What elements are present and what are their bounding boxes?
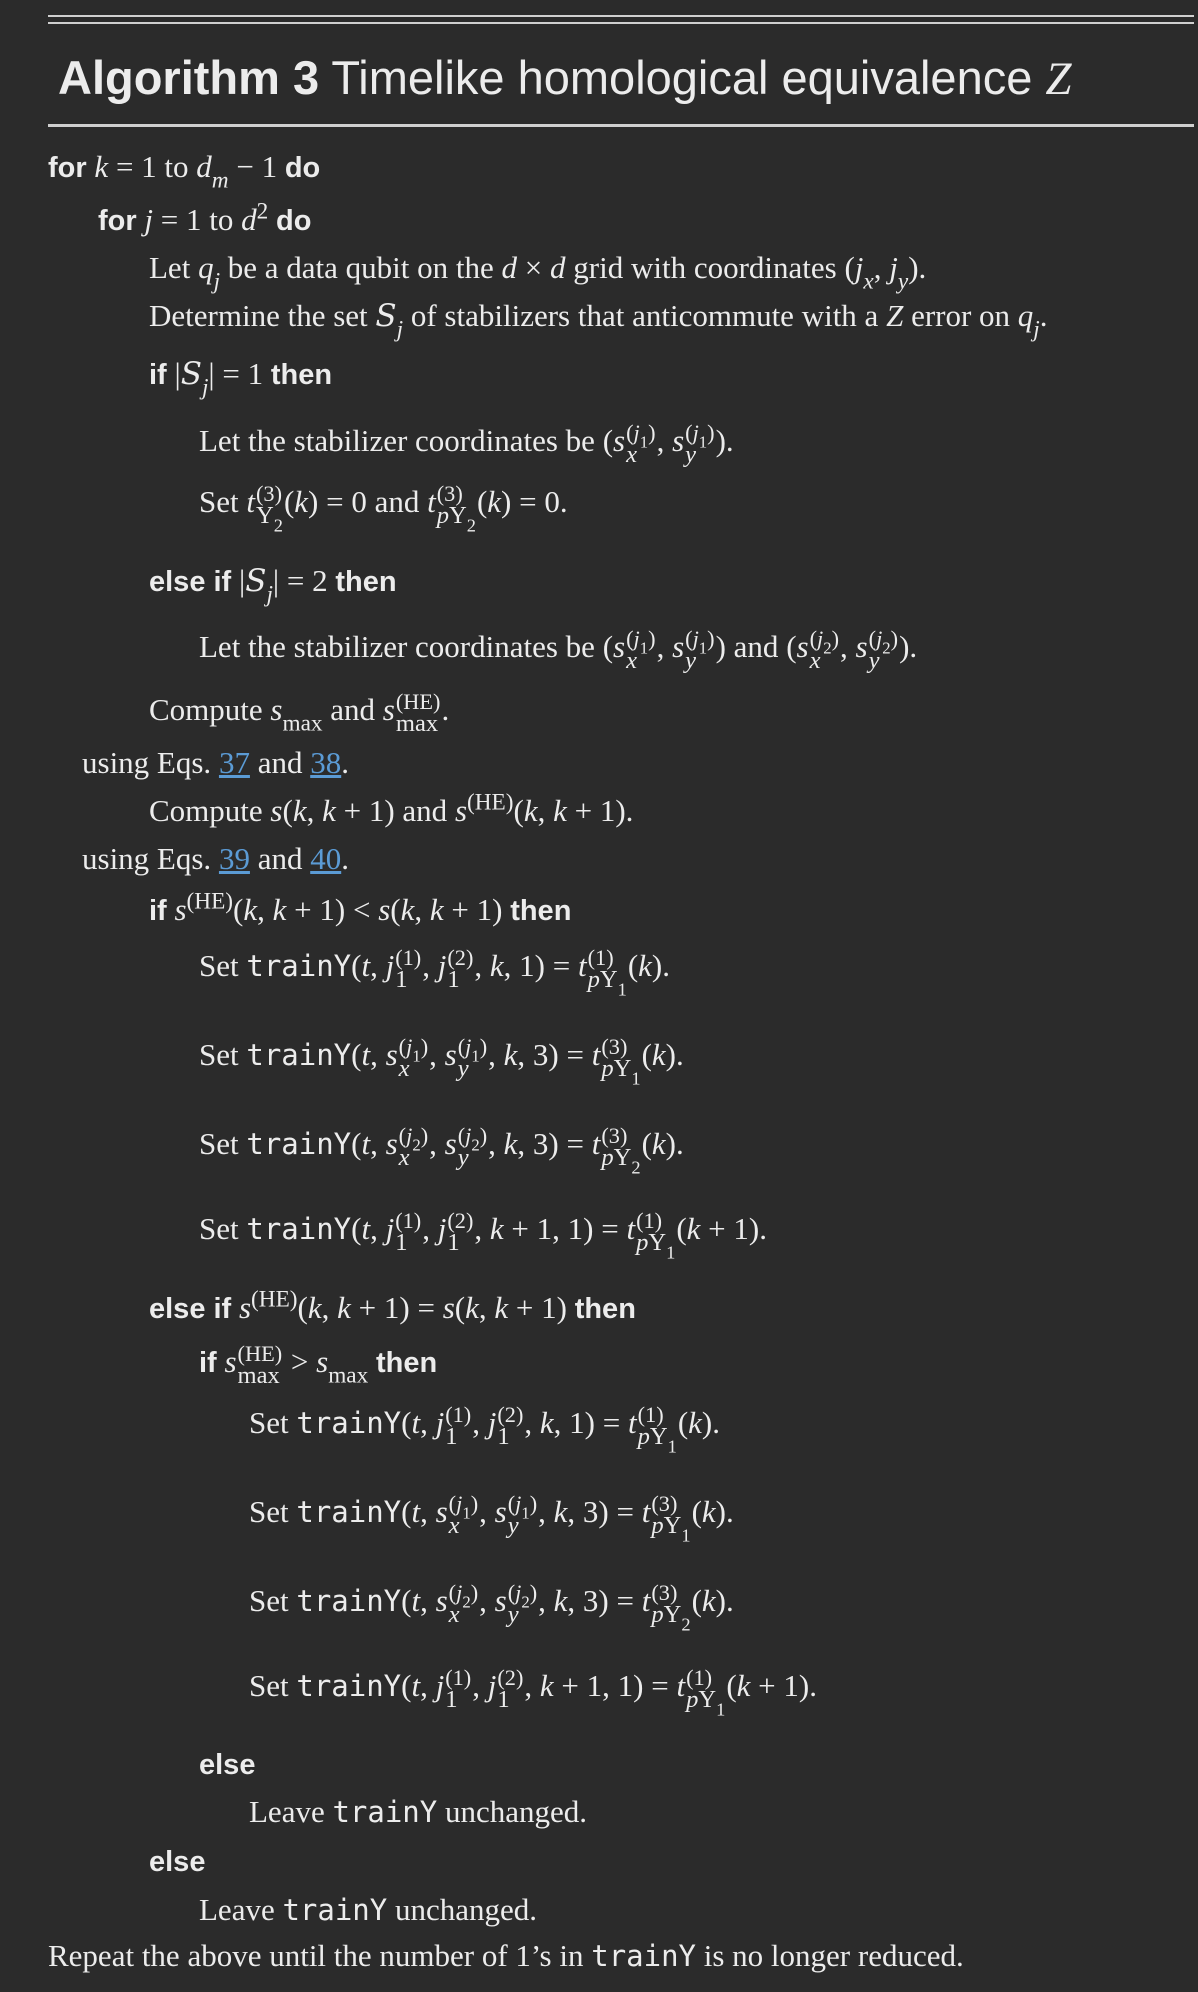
line-repeat: Repeat the above until the number of 1’s in trainY is no longer reduced. [48, 1938, 964, 1973]
line-set-trainy-3: Set trainY(t, s $(j_2)$ x , s $(j_2)$ y , k, 3) = t (3) $pY_2$ (k). [199, 1122, 684, 1178]
line-determine-set: Determine the set $S_j$ of stabilizers that anticommute with a Z error on $q_j$. [149, 298, 1048, 343]
line-leave-outer: Leave trainY unchanged. [199, 1892, 538, 1927]
eq38-link[interactable]: 38 [310, 745, 342, 780]
line-leave-inner: Leave trainY unchanged. [249, 1794, 588, 1829]
line-set-trainy-5: Set trainY(t, j (1) 1 , j (2) 1 , k, 1) = t (1) $pY_1$ (k). [249, 1401, 720, 1457]
top-rule-2 [48, 22, 1194, 24]
line-else-if-size-2: else if $|S_j| = 2$ then [149, 563, 397, 608]
title-rule [48, 124, 1194, 127]
algorithm-name: Timelike homological equivalence [331, 51, 1033, 104]
line-if-smax: if s (HE) max > $s_{max}$ then [199, 1340, 438, 1389]
line-compute-s: Compute s(k, k + 1) and $s^{(HE)}(k$, k + 1). [149, 789, 634, 828]
line-else-if-equal: else if $s^{(HE)}(k$, k + 1) = s(k, k + 1) then [149, 1286, 636, 1325]
line-compute-smax: Compute $s_{max}$ and s (HE) max . [149, 688, 450, 737]
line-set-trainy-4: Set trainY(t, j (1) 1 , j (2) 1 , k + 1, 1) = t (1) $pY_1$ (k + 1). [199, 1207, 767, 1263]
eq37-link[interactable]: 37 [218, 745, 250, 780]
line-stab-coords-2: Let the stabilizer coordinates be (s $(j_1)$ x , s $(j_1)$ y ) and (s $(j_2)$ x , s $(j_2)$ y ). [199, 625, 918, 674]
eq39-link[interactable]: 39 [218, 841, 250, 876]
line-stab-coords-1: Let the stabilizer coordinates be (s $(j_1)$ x , s $(j_1)$ y ). [199, 419, 734, 468]
line-set-trainy-2: Set trainY(t, s $(j_1)$ x , s $(j_1)$ y , k, 3) = t (3) $pY_1$ (k). [199, 1033, 684, 1089]
line-else-inner: else [199, 1749, 256, 1781]
line-set-trainy-8: Set trainY(t, j (1) 1 , j (2) 1 , k + 1, 1) = t (1) $pY_1$ (k + 1). [249, 1664, 817, 1720]
line-using-eqs-39-40: using Eqs. 39 and 40. [82, 841, 349, 876]
algorithm-title [58, 50, 1072, 106]
line-else-outer: else [149, 1846, 206, 1878]
line-if-size-1: if $|S_j| = 1$ then [149, 356, 333, 401]
line-using-eqs-37-38: using Eqs. 37 and 38. [82, 745, 349, 780]
line-set-trainy-1: Set trainY(t, j (1) 1 , j (2) 1 , k, 1) = t (1) $pY_1$ (k). [199, 944, 670, 1000]
line-let-qubit: Let $q_j$ be a data qubit on the d × d grid with coordinates ($j_x$, $j_y$). [149, 250, 927, 295]
eq40-link[interactable]: 40 [310, 841, 342, 876]
top-rule-1 [48, 15, 1194, 17]
algorithm-symbol: Z [1045, 53, 1072, 105]
algorithm-label: Algorithm 3 [58, 51, 320, 104]
line-set-trainy-6: Set trainY(t, s $(j_1)$ x , s $(j_1)$ y , k, 3) = t (3) $pY_1$ (k). [249, 1490, 734, 1546]
line-if-less: if $s^{(HE)}(k$, k + 1) < s(k, k + 1) then [149, 888, 572, 927]
line-set-t-zero: Set t (3) $Y_2$ (k) = 0 and t (3) $pY_2$ (k) = 0. [199, 480, 568, 536]
line-set-trainy-7: Set trainY(t, s $(j_2)$ x , s $(j_2)$ y , k, 3) = t (3) $pY_2$ (k). [249, 1579, 734, 1635]
line-for-j: for j = 1 to $d^2$ do [98, 198, 312, 237]
line-for-k: for k = 1 to $d_m - 1$ do [48, 149, 321, 194]
